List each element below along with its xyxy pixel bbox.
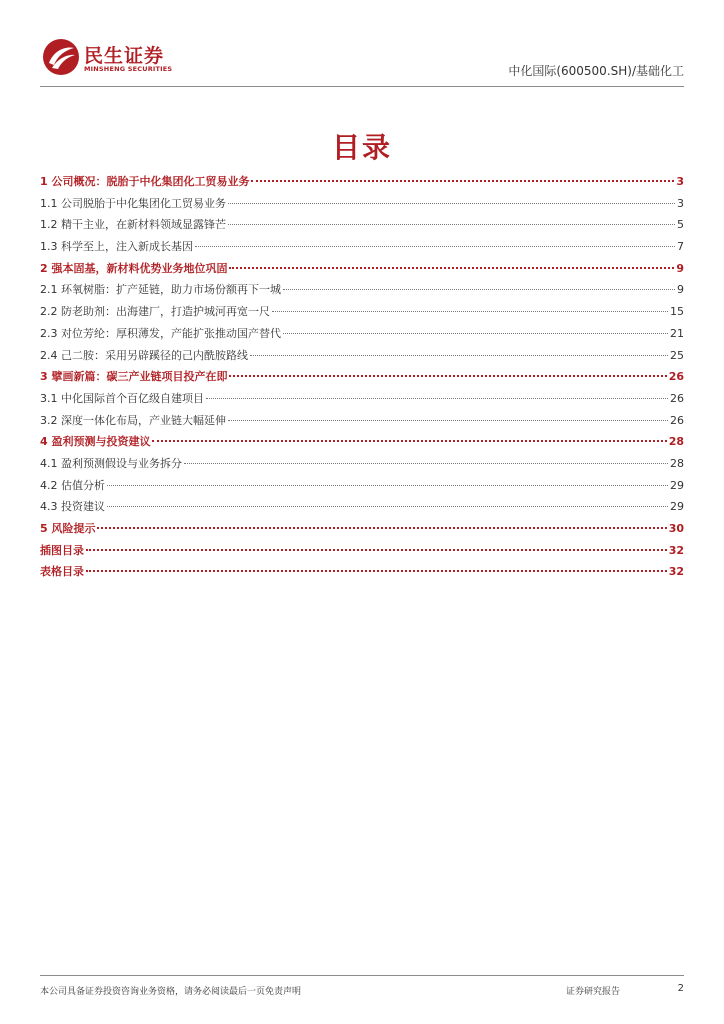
toc-leader-dots — [206, 398, 668, 399]
toc-entry[interactable] — [40, 521, 684, 543]
toc-entry-label: 1.1 公司脱胎于中化集团化工贸易业务 — [40, 196, 226, 210]
minsheng-logo-icon — [42, 38, 80, 76]
page-number: 2 — [677, 983, 684, 994]
toc-leader-dots — [283, 289, 675, 290]
toc-entry[interactable] — [40, 174, 684, 196]
toc-leader-dots — [250, 355, 668, 356]
toc-leader-dots — [283, 333, 668, 334]
toc-leader-dots — [107, 506, 668, 507]
toc-entry[interactable] — [40, 348, 684, 370]
toc-entry-page: 30 — [668, 522, 684, 535]
toc-entry-page: 29 — [670, 500, 684, 514]
toc-entry-label: 2.1 环氧树脂：扩产延链，助力市场份额再下一城 — [40, 283, 281, 297]
toc-entry[interactable] — [40, 196, 684, 218]
toc-entry-label: 5 风险提示 — [40, 522, 96, 535]
header-divider — [40, 86, 684, 87]
toc-entry[interactable] — [40, 543, 684, 565]
toc-entry-page: 29 — [670, 478, 684, 492]
toc-entry-label: 表格目录 — [40, 565, 84, 579]
toc-entry-page: 26 — [670, 413, 684, 427]
toc-title: 目录 — [331, 131, 392, 164]
toc-entry-label: 2.2 防老助剂：出海建厂，打造护城河再宽一尺 — [40, 305, 270, 319]
toc-leader-dots — [195, 246, 675, 247]
toc-entry-label: 4.2 估值分析 — [40, 478, 105, 492]
toc-entry[interactable] — [40, 217, 684, 239]
toc-leader-dots — [152, 440, 666, 442]
toc-entry-page: 15 — [670, 305, 684, 319]
toc-entry-label: 3 擘画新篇：碳三产业链项目投产在即 — [40, 370, 228, 384]
toc-entry[interactable] — [40, 261, 684, 283]
toc-entry[interactable] — [40, 478, 684, 500]
toc-entry[interactable] — [40, 391, 684, 413]
toc-entry[interactable] — [40, 456, 684, 478]
toc-leader-dots — [251, 180, 674, 182]
logo-chinese-name: 民生证券 — [84, 45, 165, 67]
toc-leader-dots — [228, 203, 675, 204]
logo-english-name: MINSHENG SECURITIES — [84, 65, 173, 73]
toc-entry[interactable] — [40, 369, 684, 391]
toc-entry[interactable] — [40, 434, 684, 456]
toc-entry-label: 插图目录 — [40, 543, 84, 557]
toc-entry[interactable] — [40, 564, 684, 586]
toc-entry-label: 2 强本固基，新材料优势业务地位巩固 — [40, 261, 228, 275]
toc-entry-label: 4.3 投资建议 — [40, 500, 105, 514]
toc-entry[interactable] — [40, 326, 684, 348]
toc-leader-dots — [184, 463, 668, 464]
table-of-contents — [40, 174, 684, 586]
toc-entry-label: 4.1 盈利预测假设与业务拆分 — [40, 456, 182, 470]
toc-entry-label: 1 公司概况：脱胎于中化集团化工贸易业务 — [40, 175, 250, 188]
toc-entry-page: 26 — [668, 370, 684, 384]
toc-entry[interactable] — [40, 304, 684, 326]
toc-entry-page: 32 — [668, 543, 684, 557]
footer-report-type: 证券研究报告 — [566, 987, 621, 997]
toc-entry-label: 3.1 中化国际首个百亿级自建项目 — [40, 391, 204, 405]
toc-leader-dots — [97, 527, 666, 529]
toc-entry-page: 21 — [670, 326, 684, 340]
report-subject: 中化国际(600500.SH)/基础化工 — [508, 64, 684, 78]
toc-entry-page: 26 — [670, 391, 684, 405]
minsheng-logo — [42, 38, 202, 78]
toc-leader-dots — [229, 267, 674, 269]
toc-entry-page: 28 — [670, 456, 684, 470]
toc-entry-label: 1.3 科学至上，注入新成长基因 — [40, 240, 193, 254]
toc-leader-dots — [228, 224, 675, 225]
footer-disclaimer: 本公司具备证券投资咨询业务资格，请务必阅读最后一页免责声明 — [40, 987, 302, 997]
toc-entry-label: 2.4 己二胺：采用另辟蹊径的己内酰胺路线 — [40, 348, 248, 362]
toc-entry-label: 4 盈利预测与投资建议 — [40, 435, 151, 449]
toc-entry-page: 28 — [668, 435, 684, 449]
toc-entry-page: 9 — [677, 283, 684, 297]
toc-entry[interactable] — [40, 499, 684, 521]
toc-leader-dots — [228, 420, 668, 421]
toc-leader-dots — [86, 570, 667, 572]
toc-entry-label: 1.2 精干主业，在新材料领域显露锋芒 — [40, 218, 226, 232]
toc-leader-dots — [229, 375, 666, 377]
toc-entry-page: 3 — [676, 175, 684, 188]
toc-entry[interactable] — [40, 239, 684, 261]
page-header — [40, 38, 684, 86]
toc-entry-label: 3.2 深度一体化布局，产业链大幅延伸 — [40, 413, 226, 427]
toc-entry-page: 3 — [677, 196, 684, 210]
toc-leader-dots — [107, 485, 668, 486]
toc-entry-page: 32 — [668, 565, 684, 579]
toc-entry-page: 5 — [677, 218, 684, 232]
toc-entry[interactable] — [40, 413, 684, 435]
toc-entry-label: 2.3 对位芳纶：厚积薄发，产能扩张推动国产替代 — [40, 326, 281, 340]
footer-divider — [40, 975, 684, 976]
toc-entry-page: 25 — [670, 348, 684, 362]
toc-entry[interactable] — [40, 282, 684, 304]
toc-entry-page: 9 — [676, 261, 684, 275]
toc-leader-dots — [86, 549, 667, 551]
toc-leader-dots — [272, 311, 668, 312]
toc-entry-page: 7 — [677, 240, 684, 254]
